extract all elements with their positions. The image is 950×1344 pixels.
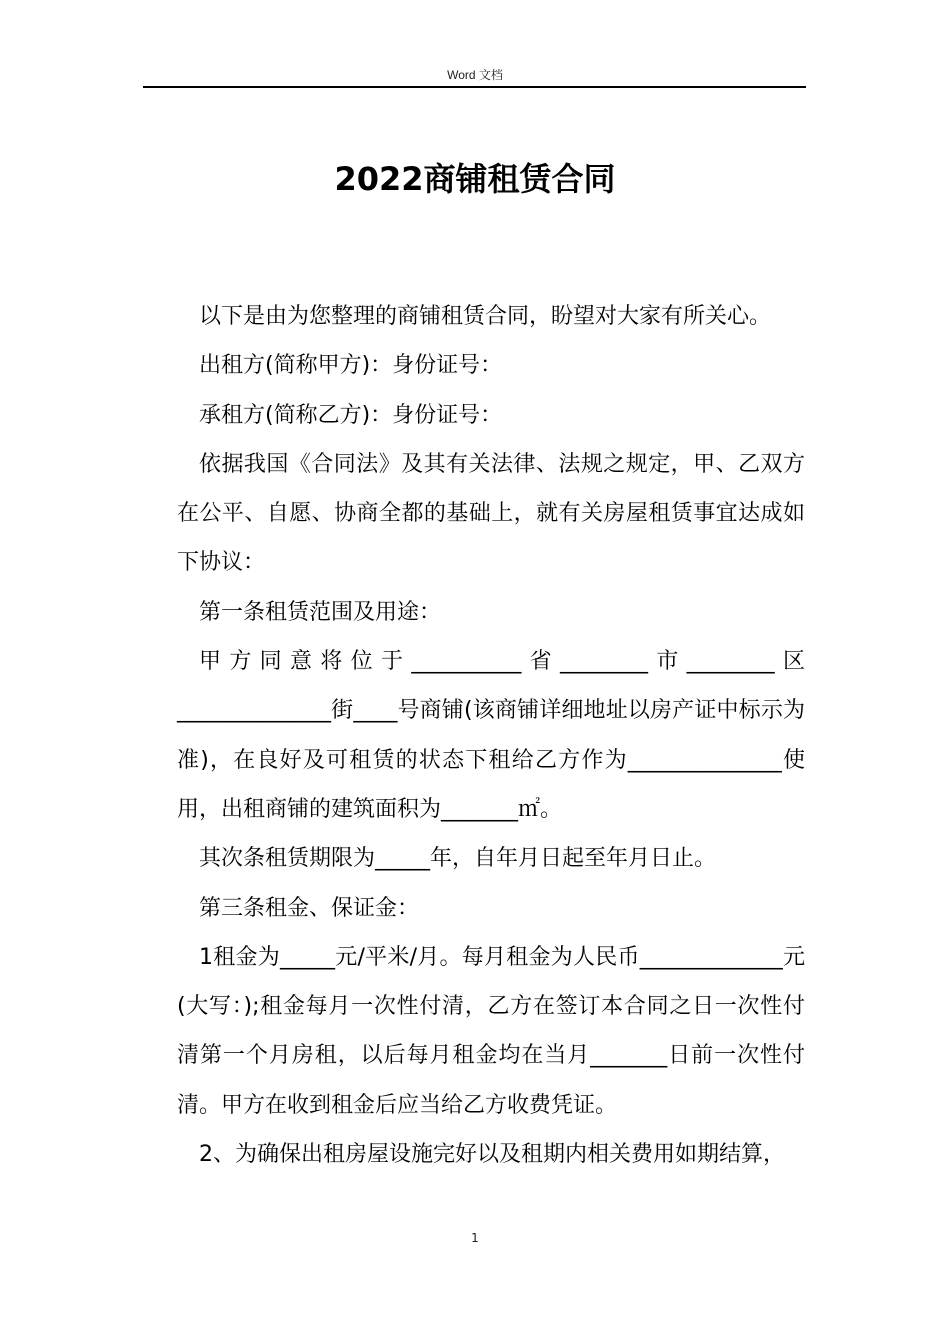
paragraph-legal-basis: 依据我国《合同法》及其有关法律、法规之规定，甲、乙双方在公平、自愿、协商全都的基础上，就有关房屋租赁事宜达成如下协议： (177, 451, 805, 576)
paragraph-lessor: 出租方(简称甲方)：身份证号： (199, 353, 503, 379)
document-body (177, 292, 805, 1179)
paragraph-intro: 以下是由为您整理的商铺租赁合同，盼望对大家有所关心。 (199, 304, 772, 329)
running-header: Word 文档 (447, 68, 503, 82)
paragraph-lessee: 承租方(简称乙方)：身份证号： (199, 402, 503, 428)
paragraph-rent-terms: 1租金为_____元/平米/月。每月租金为人民币_____________元(大写：);租金每月一次性付清，乙方在签订本合同之日一次性付清第一个月房租，以后每月租金均在当月_______日前一次性付清。甲方在收到租金后应当给乙方收费凭证。 (177, 944, 805, 1118)
paragraph-article-3-heading: 第三条租金、保证金： (199, 895, 420, 921)
header-divider (143, 86, 806, 88)
document-title: 2022商铺租赁合同 (334, 160, 616, 198)
paragraph-deposit-terms: 2、为确保出租房屋设施完好以及租期内相关费用如期结算， (199, 1142, 785, 1168)
page-number: 1 (471, 1231, 479, 1245)
paragraph-article-1-heading: 第一条租赁范围及用途： (199, 599, 442, 625)
paragraph-article-2: 其次条租赁期限为_____年，自年月日起至年月日止。 (199, 846, 717, 872)
paragraph-article-1-body: 甲方同意将位于__________省________市________区______________街____号商铺(该商铺详细地址以房产证中标示为准)，在良好及可租赁的状态下租给乙方作为______________使用，出租商铺的建筑面积为_______㎡。 (177, 649, 805, 822)
